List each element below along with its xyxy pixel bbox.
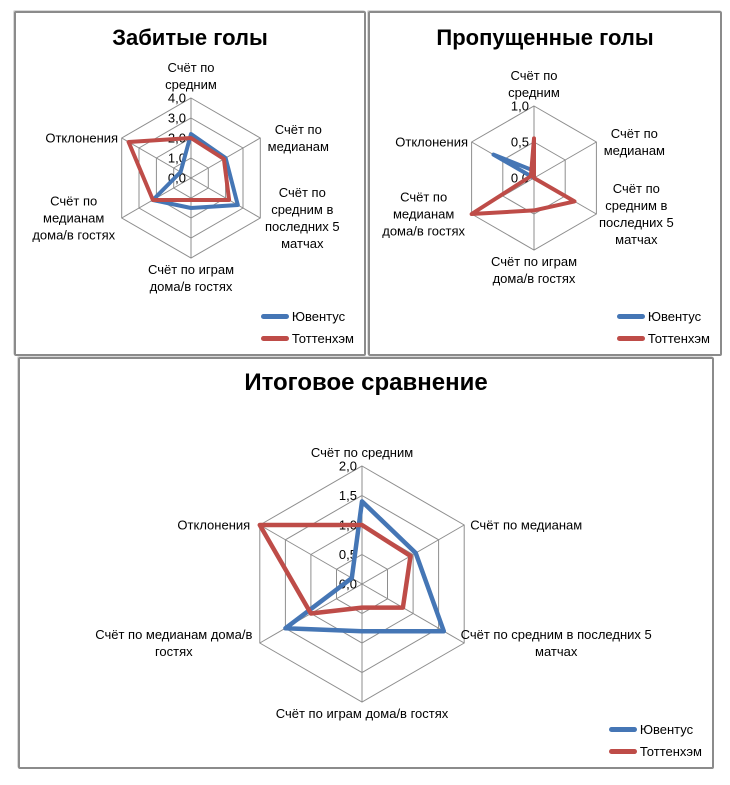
chart-panel-goals-scored xyxy=(14,11,366,356)
svg-text:Счёт по средним: Счёт по средним xyxy=(310,445,414,460)
radar-chart-goals-scored xyxy=(16,13,360,350)
svg-text:дома/в гостях: дома/в гостях xyxy=(149,279,233,294)
svg-text:Счёт по: Счёт по xyxy=(278,185,326,200)
svg-text:Отклонения: Отклонения xyxy=(45,130,119,146)
svg-text:Счёт по: Счёт по xyxy=(400,189,448,205)
svg-text:4,0: 4,0 xyxy=(167,90,186,106)
tottenham-line-marker xyxy=(609,749,637,754)
legend-item-tottenham xyxy=(609,742,702,761)
tottenham-line-marker xyxy=(261,336,289,341)
svg-text:дома/в гостях: дома/в гостях xyxy=(32,227,116,243)
svg-text:матчах: матчах xyxy=(281,236,324,251)
svg-text:дома/в гостях: дома/в гостях xyxy=(492,271,576,286)
svg-text:Отклонения: Отклонения xyxy=(177,517,251,533)
svg-text:0,5: 0,5 xyxy=(338,547,357,562)
legend-label-tottenham: Тоттенхэм xyxy=(291,331,354,346)
svg-text:0,0: 0,0 xyxy=(510,170,529,186)
svg-text:Счёт по: Счёт по xyxy=(50,193,98,209)
svg-text:матчах: матчах xyxy=(615,232,658,247)
legend-label-juventus: Ювентус xyxy=(639,722,694,737)
svg-text:Счёт по: Счёт по xyxy=(167,60,215,75)
svg-text:Отклонения: Отклонения xyxy=(395,134,469,150)
svg-text:гостях: гостях xyxy=(154,644,193,659)
legend-label-juventus: Ювентус xyxy=(291,309,346,324)
svg-text:Счёт по медианам дома/в: Счёт по медианам дома/в xyxy=(95,627,253,642)
legend-label-juventus: Ювентус xyxy=(647,309,702,324)
chart-title-goals-conceded: Пропущенные голы xyxy=(436,25,654,50)
legend xyxy=(609,720,702,761)
svg-text:3,0: 3,0 xyxy=(167,110,186,126)
legend xyxy=(261,307,354,348)
legend-label-tottenham: Тоттенхэм xyxy=(639,744,702,759)
svg-text:Счёт по: Счёт по xyxy=(612,181,660,196)
chart-panel-final-comparison xyxy=(18,357,714,769)
svg-text:Счёт по средним в последних 5: Счёт по средним в последних 5 xyxy=(460,627,652,642)
legend-item-juventus xyxy=(609,720,693,739)
radar-chart-goals-conceded xyxy=(370,13,716,350)
svg-text:Счёт по: Счёт по xyxy=(610,126,658,141)
svg-text:2,0: 2,0 xyxy=(338,458,357,474)
svg-text:0,0: 0,0 xyxy=(338,576,357,592)
svg-text:последних 5: последних 5 xyxy=(599,215,674,230)
legend-item-tottenham xyxy=(261,329,354,348)
svg-text:0,5: 0,5 xyxy=(510,134,529,150)
chart-title-final-comparison: Итоговое сравнение xyxy=(244,369,488,396)
svg-text:средним в: средним в xyxy=(605,198,668,213)
tottenham-line-marker xyxy=(617,336,645,341)
svg-text:0,0: 0,0 xyxy=(167,170,186,186)
svg-text:1,5: 1,5 xyxy=(338,488,357,503)
svg-text:Счёт по медианам: Счёт по медианам xyxy=(470,517,583,533)
svg-text:1,0: 1,0 xyxy=(510,98,529,114)
svg-text:медианам: медианам xyxy=(392,206,455,222)
svg-text:Счёт по: Счёт по xyxy=(510,68,558,83)
svg-text:дома/в гостях: дома/в гостях xyxy=(382,223,466,239)
juventus-line-marker xyxy=(261,314,289,319)
svg-text:медианам: медианам xyxy=(603,143,666,158)
juventus-line-marker xyxy=(617,314,645,319)
chart-panel-goals-conceded xyxy=(368,11,722,356)
legend-item-juventus xyxy=(261,307,345,326)
svg-text:медианам: медианам xyxy=(267,139,329,154)
svg-text:средним в: средним в xyxy=(271,202,334,217)
legend-item-tottenham xyxy=(617,329,710,348)
legend xyxy=(617,307,710,348)
svg-text:Счёт по играм: Счёт по играм xyxy=(147,262,235,277)
svg-text:Счёт по: Счёт по xyxy=(274,122,322,137)
svg-text:средним: средним xyxy=(165,77,217,92)
svg-text:средним: средним xyxy=(508,85,560,100)
svg-text:Счёт по играм: Счёт по играм xyxy=(490,254,578,269)
svg-text:Счёт по играм дома/в гостях: Счёт по играм дома/в гостях xyxy=(275,706,449,721)
legend-item-juventus xyxy=(617,307,701,326)
juventus-line-marker xyxy=(609,727,637,732)
svg-text:последних 5: последних 5 xyxy=(264,219,340,234)
svg-text:1,0: 1,0 xyxy=(338,517,357,533)
svg-text:2,0: 2,0 xyxy=(167,130,186,146)
chart-title-goals-scored: Забитые голы xyxy=(112,25,268,50)
svg-text:1,0: 1,0 xyxy=(167,150,186,166)
radar-chart-final-comparison xyxy=(20,359,708,763)
svg-text:матчах: матчах xyxy=(535,644,578,659)
svg-text:медианам: медианам xyxy=(43,210,105,226)
legend-label-tottenham: Тоттенхэм xyxy=(647,331,710,346)
